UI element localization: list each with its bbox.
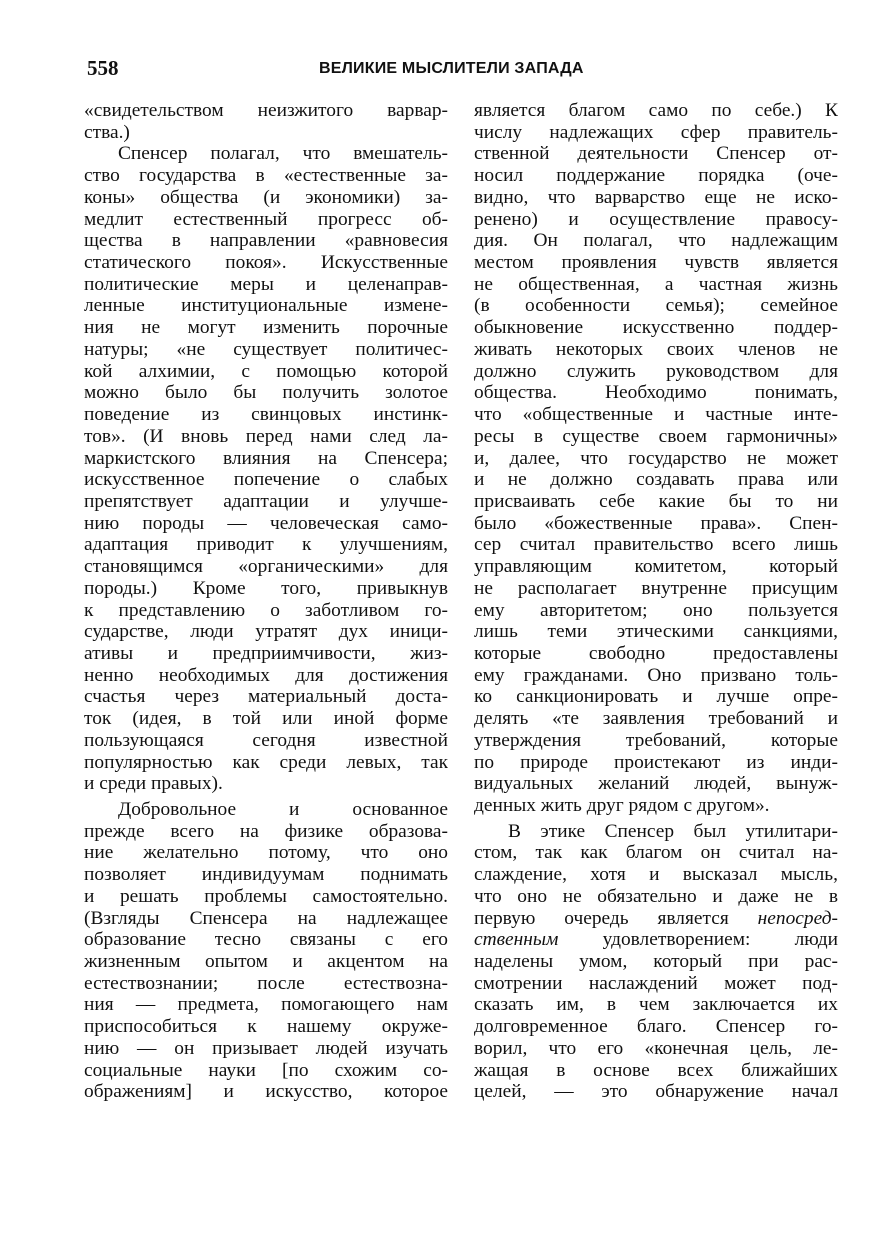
text-line: и не должно создавать права или xyxy=(474,469,838,491)
text-line: пользующаяся сегодня известной xyxy=(84,729,448,751)
text-line: что «общественные и частные инте- xyxy=(474,404,838,426)
paragraph-start-line: Спенсер полагал, что вмешатель- xyxy=(118,143,448,165)
text-line: не располагает внутренне присущим xyxy=(474,577,838,599)
text-line: живать некоторых своих членов не xyxy=(474,338,838,360)
text-line: ему авторитетом; оно пользуется xyxy=(474,599,838,621)
text-line: которые свободно предоставлены xyxy=(474,642,838,664)
text-line: ренено) и осуществление правосу- xyxy=(474,208,838,230)
text-line: целей, — это обнаружение начал xyxy=(474,1081,838,1103)
text-line: щества в направлении «равновесия xyxy=(84,230,448,252)
text-line: видуальных желаний людей, вынуж- xyxy=(474,773,838,795)
text-line: образование тесно связаны с его xyxy=(84,929,448,951)
text-line: было «божественные права». Спен- xyxy=(474,512,838,534)
text-line: искусственное попечение о слабых xyxy=(84,469,448,491)
paragraph-start-line: В этике Спенсер был утилитари- xyxy=(508,820,838,842)
left-column xyxy=(84,100,448,1103)
emphasized-word: непосред- xyxy=(757,907,838,929)
text-line: прежде всего на физике образова- xyxy=(84,820,448,842)
text-line: нию — он призывает людей изучать xyxy=(84,1037,448,1059)
text-line: коны» общества (и экономики) за- xyxy=(84,186,448,208)
text-line: жащая в основе всех ближайших xyxy=(474,1059,838,1081)
text-line: сер считал правительство всего лишь xyxy=(474,534,838,556)
text-line: адаптация приводит к улучшениям, xyxy=(84,534,448,556)
text-line: управляющим комитетом, который xyxy=(474,556,838,578)
text-line: социальные науки [по схожим со- xyxy=(84,1059,448,1081)
text-line: сударстве, люди утратят дух иници- xyxy=(84,621,448,643)
text-line: становящимся «органическими» для xyxy=(84,556,448,578)
text-line: обыкновение искусственно поддер- xyxy=(474,317,838,339)
text-line: позволяет индивидуумам поднимать xyxy=(84,864,448,886)
text-line: жизненным опытом и акцентом на xyxy=(84,951,448,973)
text-line: дия. Он полагал, что надлежащим xyxy=(474,230,838,252)
text-line: ток (идея, в той или иной форме xyxy=(84,708,448,730)
text-line: местом проявления чувств является xyxy=(474,252,838,274)
text-line: и решать проблемы самостоятельно. xyxy=(84,885,448,907)
text-line: (Взгляды Спенсера на надлежащее xyxy=(84,907,448,929)
text-line: стом, так как благом он считал на- xyxy=(474,842,838,864)
page-number: 558 xyxy=(87,56,119,80)
text-line: тов». (И вновь перед нами след ла- xyxy=(84,425,448,447)
text-line: является благом само по себе.) К xyxy=(474,100,838,121)
text-line: ственной деятельности Спенсер от- xyxy=(474,143,838,165)
text-line: приспособиться к нашему окруже- xyxy=(84,1016,448,1038)
text-line: ства.) xyxy=(84,121,130,143)
text-line: долговременное благо. Спенсер го- xyxy=(474,1016,838,1038)
text-line xyxy=(474,929,838,951)
text-line: видно, что варварство еще не иско- xyxy=(474,186,838,208)
text-line: ненно необходимых для достижения xyxy=(84,664,448,686)
text-line: ресы в существе своем гармоничны» xyxy=(474,425,838,447)
text-line: по природе проистекают из инди- xyxy=(474,751,838,773)
text-line: к представлению о заботливом го- xyxy=(84,599,448,621)
text-line: числу надлежащих сфер правитель- xyxy=(474,121,838,143)
text-line: ображениям] и искусство, которое xyxy=(84,1081,448,1103)
text-line: маркистского влияния на Спенсера; xyxy=(84,447,448,469)
text-line: политические меры и целенаправ- xyxy=(84,273,448,295)
text-line: породы.) Кроме того, привыкнув xyxy=(84,577,448,599)
text-line: делять «те заявления требований и xyxy=(474,708,838,730)
running-title: ВЕЛИКИЕ МЫСЛИТЕЛИ ЗАПАДА xyxy=(319,60,584,77)
text-line: и, далее, что государство не может xyxy=(474,447,838,469)
text-line: ние желательно потому, что оно xyxy=(84,842,448,864)
text-line: натуры; «не существует политичес- xyxy=(84,338,448,360)
text-line: популярностью как среди левых, так xyxy=(84,751,448,773)
text-line: присваивать себе какие бы то ни xyxy=(474,490,838,512)
text-line: поведение из свинцовых инстинк- xyxy=(84,404,448,426)
text-line: носил поддержание порядка (оче- xyxy=(474,165,838,187)
text-line: медлит естественный прогресс об- xyxy=(84,208,448,230)
right-column xyxy=(474,100,838,1103)
text-line: должно служить руководством для xyxy=(474,360,838,382)
text-line: ство государства в «естественные за- xyxy=(84,165,448,187)
text-line: счастья через материальный доста- xyxy=(84,686,448,708)
text-line: естествознании; после естествозна- xyxy=(84,972,448,994)
text-line: ему гражданами. Оно призвано толь- xyxy=(474,664,838,686)
text-line: денных жить друг рядом с другом». xyxy=(474,795,770,816)
text-line: сказать им, в чем заключается их xyxy=(474,994,838,1016)
text-line: можно было бы получить золотое xyxy=(84,382,448,404)
text-line: ния не могут изменить порочные xyxy=(84,317,448,339)
text-line: ния — предмета, помогающего нам xyxy=(84,994,448,1016)
text-line: «свидетельством неизжитого варвар- xyxy=(84,100,448,121)
text-line: ко санкционировать и лучше опре- xyxy=(474,686,838,708)
text-line: и среди правых). xyxy=(84,773,223,795)
text-line: лишь теми этическими санкциями, xyxy=(474,621,838,643)
text-segment: удовлетворением: люди xyxy=(602,929,838,951)
text-line: кой алхимии, с помощью которой xyxy=(84,360,448,382)
text-line: ворил, что его «конечная цель, ле- xyxy=(474,1037,838,1059)
text-line: общества. Необходимо понимать, xyxy=(474,382,838,404)
paragraph-start-line: Добровольное и основанное xyxy=(118,799,448,820)
text-line: что оно не обязательно и даже не в xyxy=(474,885,838,907)
text-line: слаждение, хотя и высказал мысль, xyxy=(474,864,838,886)
text-line: ативы и предприимчивости, жиз- xyxy=(84,642,448,664)
text-segment: первую очередь является xyxy=(474,907,729,929)
text-line: статического покоя». Искусственные xyxy=(84,252,448,274)
text-line: (в особенности семья); семейное xyxy=(474,295,838,317)
text-line: препятствует адаптации и улучше- xyxy=(84,490,448,512)
text-line: нию породы — человеческая само- xyxy=(84,512,448,534)
text-line: наделены умом, который при рас- xyxy=(474,951,838,973)
text-line: не общественная, а частная жизнь xyxy=(474,273,838,295)
emphasized-word: ственным xyxy=(474,929,559,951)
text-line xyxy=(474,908,838,930)
text-line: смотрении наслаждений может под- xyxy=(474,972,838,994)
text-line: ленные институциональные измене- xyxy=(84,295,448,317)
text-line: утверждения требований, которые xyxy=(474,729,838,751)
